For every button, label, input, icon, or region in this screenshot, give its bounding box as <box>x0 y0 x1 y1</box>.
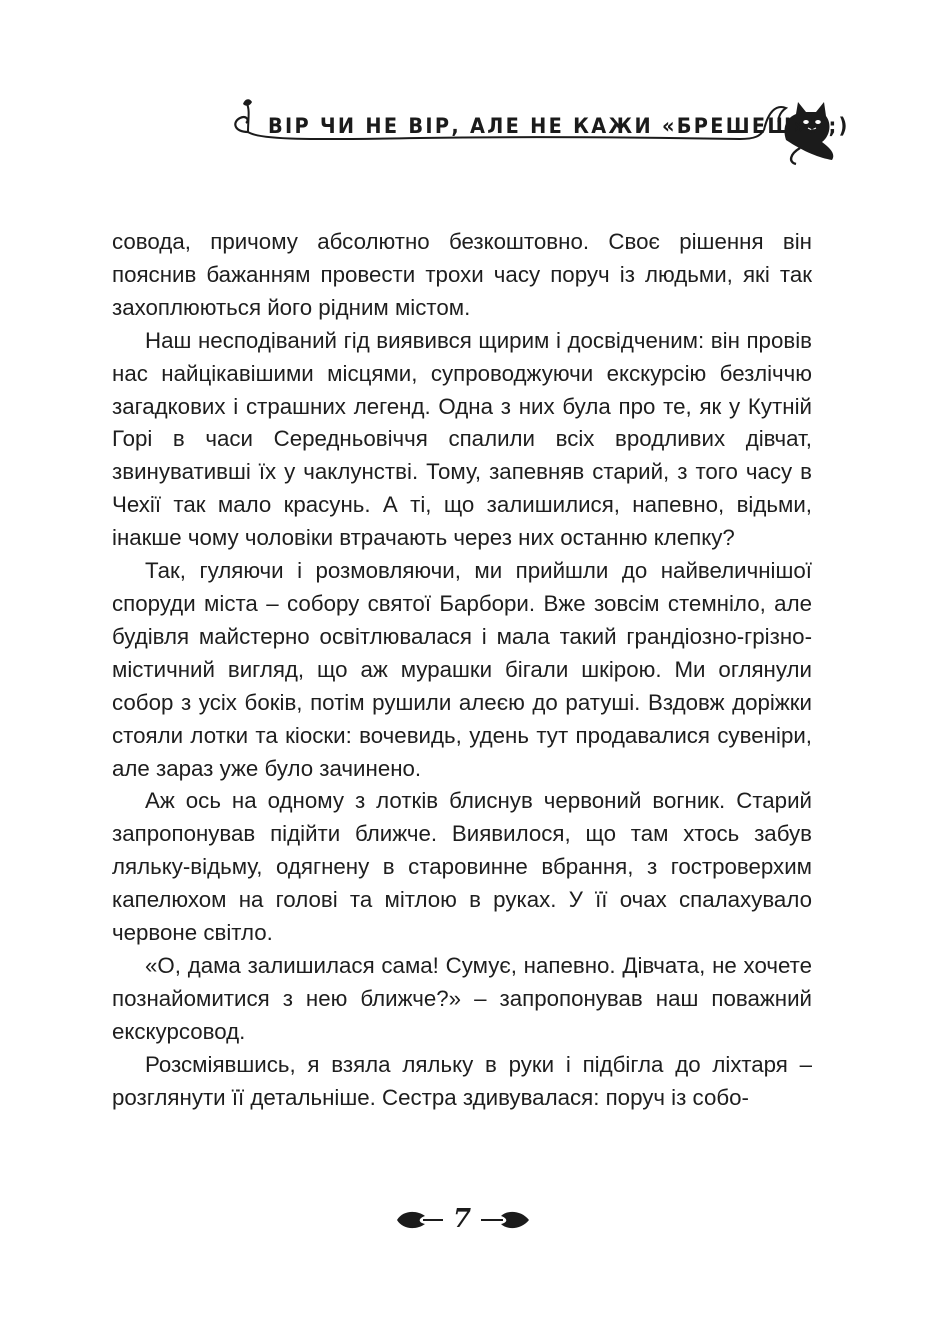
paragraph: «О, дама залишилася сама! Сумує, напевно. Дівчата, не хочете познайомитися з нею ближче?» – запропонував наш поважний екскурсовод. <box>112 952 812 1044</box>
page-footer <box>395 1200 535 1240</box>
paragraph: совода, причому абсолютно безкоштовно. Своє рішення він пояснив бажанням провести трохи часу поруч із людьми, які так захоплюються його рідним містом. <box>112 229 812 320</box>
paragraph: Аж ось на одному з лотків блиснув червоний вогник. Старий запропонував підійти ближче. Виявилося, що там хтось забув ляльку-відьму, одягнену в старовинне вбрання, з гостроверхим капелюхом на голові та мітлою в руках. У її очах спалахувало червоне світло. <box>112 788 812 946</box>
paragraph: Наш несподіваний гід виявився щирим і досвідченим: він провів нас найцікавішими місцями, супроводжуючи екскурсію безліччю загадкових і страшних легенд. Одна з них була про те, як у Кутній Горі в часи Середньовіччя спалили всіх вродливих дівчат, звинуватившi їх у чаклунстві. Тому, запевняв старий, з того часу в Чехії так мало красунь. А ті, що залишилися, напевно, відьми, інакше чому чоловіки втрачають через них останню клепку? <box>112 327 812 551</box>
running-header <box>220 92 860 172</box>
paragraph: Так, гуляючи і розмовляючи, ми прийшли до найвеличнішої споруди міста – собору святої Барбори. Вже зовсім стемніло, але будівля майстерно освітлювалася і мала такий грандіозно-грізно-містичний вигляд, що аж мурашки бігали шкірою. Ми оглянули собор з усіх боків, потім рушили алеєю до ратуші. Вздовж доріжки стояли лотки та кіоски: вочевидь, удень тут продавалися сувеніри, але зараз уже було зачинено. <box>112 558 812 781</box>
paragraph: Розсміявшись, я взяла ляльку в руки і підбігла до ліхтаря – розглянути її детальніше. Сестра здивувалася: поруч із собо- <box>112 1051 812 1110</box>
running-header-title: ВІР ЧИ НЕ ВІР, АЛЕ НЕ КАЖИ «БРЕШЕШ»! ;) <box>268 114 850 138</box>
broom-right-icon <box>481 1212 529 1228</box>
body-text <box>112 226 812 1114</box>
broom-left-icon <box>397 1212 443 1228</box>
page-number: 7 <box>452 1204 472 1234</box>
broom-tail-icon <box>235 99 252 132</box>
